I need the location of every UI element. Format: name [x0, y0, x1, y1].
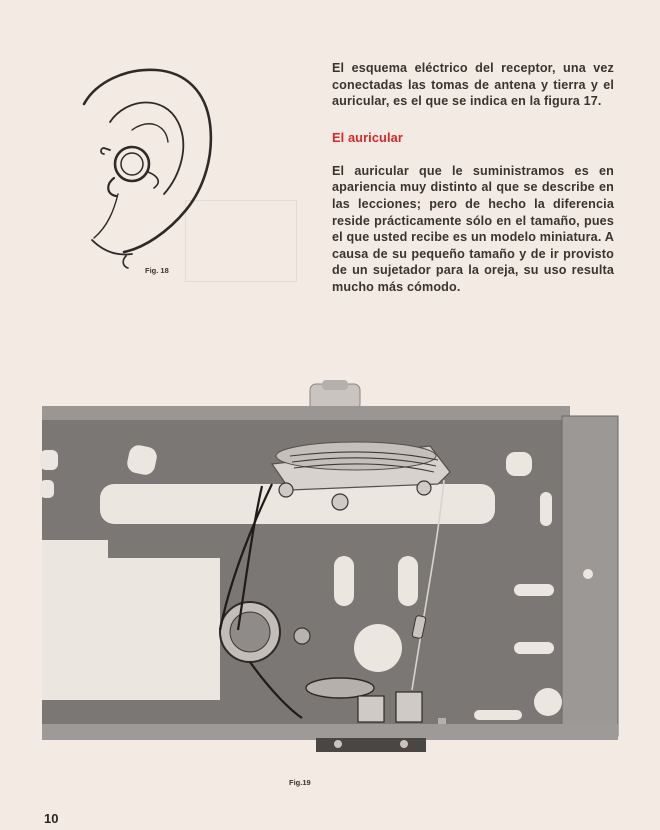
ear-with-earphone-illustration — [78, 60, 228, 274]
figure-18-caption: Fig. 18 — [145, 266, 169, 275]
intro-paragraph: El esquema eléctrico del receptor, una vez conectadas las tomas de antena y tierra y el auricular, es el que se indica en la figura 17. — [332, 61, 614, 109]
section-heading: El auricular — [332, 129, 403, 145]
text-column — [332, 60, 614, 296]
section-paragraph: El auricular que le suministramos es en apariencia muy distinto al que se describe en las lecciones; pero de hecho la diferencia reside prácticamente sólo en el tamaño, pues el que usted recibe es un modelo miniatura. A causa de su pequeño tamaño y de ir provisto de un sujetador para la oreja, su uso resulta mucho más cómodo. — [332, 163, 614, 294]
receiver-chassis-photo — [40, 380, 625, 760]
page-number: 10 — [44, 811, 59, 826]
figure-19-caption: Fig.19 — [289, 778, 311, 787]
